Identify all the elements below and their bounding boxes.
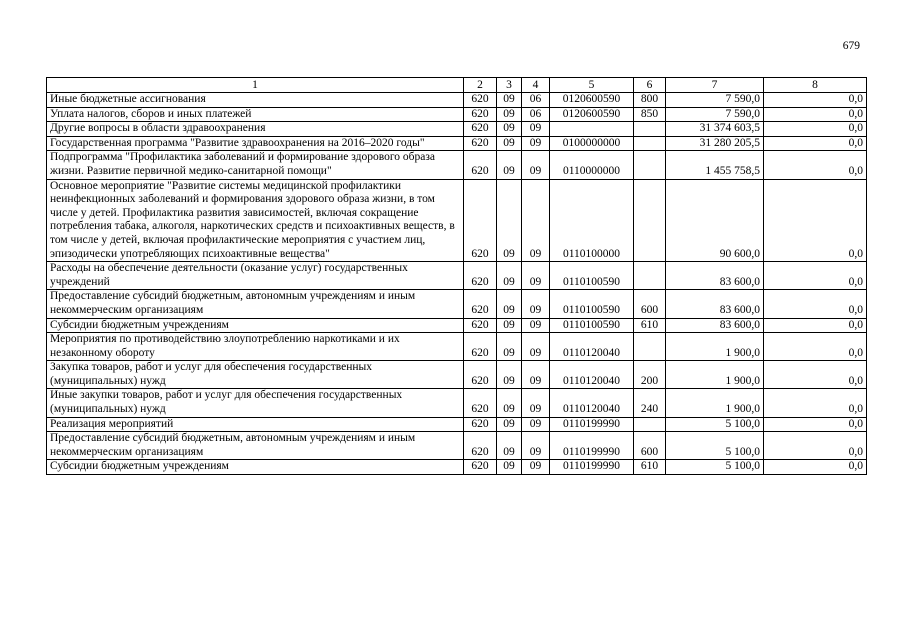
expense-type-cell [634, 122, 666, 137]
amount-cell-2: 0,0 [764, 179, 867, 262]
expense-type-cell: 610 [634, 318, 666, 333]
subsection-cell: 09 [522, 290, 550, 318]
expense-type-cell: 850 [634, 107, 666, 122]
amount-cell-2: 0,0 [764, 417, 867, 432]
page-number: 679 [842, 40, 860, 52]
budget-table [46, 77, 867, 475]
section-cell: 09 [497, 432, 522, 460]
target-article-cell: 0110100590 [550, 290, 634, 318]
section-cell: 09 [497, 122, 522, 137]
expense-type-cell: 600 [634, 290, 666, 318]
section-cell: 09 [497, 389, 522, 417]
header-cell-8: 8 [764, 78, 867, 93]
subsection-cell: 09 [522, 136, 550, 151]
table-row [47, 93, 867, 108]
table-row [47, 361, 867, 389]
amount-cell: 5 100,0 [666, 460, 764, 475]
target-article-cell: 0120600590 [550, 107, 634, 122]
subsection-cell: 09 [522, 432, 550, 460]
expense-type-cell [634, 262, 666, 290]
target-article-cell: 0110199990 [550, 417, 634, 432]
table-row [47, 389, 867, 417]
row-name-cell: Другие вопросы в области здравоохранения [47, 122, 464, 137]
expense-type-cell [634, 417, 666, 432]
amount-cell: 83 600,0 [666, 262, 764, 290]
row-name-cell: Субсидии бюджетным учреждениям [47, 460, 464, 475]
admin-code-cell: 620 [464, 460, 497, 475]
section-cell: 09 [497, 318, 522, 333]
table-row [47, 417, 867, 432]
section-cell: 09 [497, 136, 522, 151]
header-row [47, 78, 867, 93]
row-name-cell: Расходы на обеспечение деятельности (оказание услуг) государственных учреждений [47, 262, 464, 290]
amount-cell: 1 455 758,5 [666, 151, 764, 179]
subsection-cell: 09 [522, 460, 550, 475]
amount-cell: 31 374 603,5 [666, 122, 764, 137]
section-cell: 09 [497, 333, 522, 361]
subsection-cell: 09 [522, 262, 550, 290]
admin-code-cell: 620 [464, 136, 497, 151]
amount-cell: 83 600,0 [666, 318, 764, 333]
amount-cell: 31 280 205,5 [666, 136, 764, 151]
admin-code-cell: 620 [464, 389, 497, 417]
section-cell: 09 [497, 290, 522, 318]
target-article-cell: 0110100590 [550, 262, 634, 290]
row-name-cell: Субсидии бюджетным учреждениям [47, 318, 464, 333]
subsection-cell: 09 [522, 318, 550, 333]
amount-cell-2: 0,0 [764, 333, 867, 361]
row-name-cell: Уплата налогов, сборов и иных платежей [47, 107, 464, 122]
header-cell-4: 4 [522, 78, 550, 93]
table-row [47, 432, 867, 460]
row-name-cell: Иные закупки товаров, работ и услуг для обеспечения государственных (муниципальных) нужд [47, 389, 464, 417]
expense-type-cell [634, 179, 666, 262]
header-cell-6: 6 [634, 78, 666, 93]
section-cell: 09 [497, 417, 522, 432]
header-cell-5: 5 [550, 78, 634, 93]
row-name-cell: Государственная программа "Развитие здравоохранения на 2016–2020 годы" [47, 136, 464, 151]
target-article-cell: 0110199990 [550, 460, 634, 475]
section-cell: 09 [497, 107, 522, 122]
amount-cell-2: 0,0 [764, 432, 867, 460]
subsection-cell: 09 [522, 417, 550, 432]
expense-type-cell: 240 [634, 389, 666, 417]
row-name-cell: Иные бюджетные ассигнования [47, 93, 464, 108]
row-name-cell: Предоставление субсидий бюджетным, автономным учреждениям и иным некоммерческим организациям [47, 432, 464, 460]
row-name-cell: Основное мероприятие "Развитие системы медицинской профилактики неинфекционных заболеваний и формирования здорового образа жизни, в том числе у детей. Профилактика развития зависимостей, включая сокращение потребления табака, алкоголя, наркотических средств и психоактивных веществ, в том числе у детей, включая профилактические мероприятия с участием лиц, эпизодически употребляющих психоактивные вещества" [47, 179, 464, 262]
amount-cell: 5 100,0 [666, 417, 764, 432]
table-row [47, 290, 867, 318]
expense-type-cell: 800 [634, 93, 666, 108]
table-body [47, 93, 867, 475]
table-row [47, 122, 867, 137]
subsection-cell: 09 [522, 389, 550, 417]
table-row [47, 179, 867, 262]
target-article-cell: 0110100590 [550, 318, 634, 333]
amount-cell-2: 0,0 [764, 107, 867, 122]
amount-cell: 7 590,0 [666, 93, 764, 108]
admin-code-cell: 620 [464, 361, 497, 389]
subsection-cell: 09 [522, 333, 550, 361]
section-cell: 09 [497, 460, 522, 475]
admin-code-cell: 620 [464, 262, 497, 290]
target-article-cell: 0110120040 [550, 333, 634, 361]
row-name-cell: Предоставление субсидий бюджетным, автономным учреждениям и иным некоммерческим организациям [47, 290, 464, 318]
expense-type-cell: 200 [634, 361, 666, 389]
amount-cell-2: 0,0 [764, 318, 867, 333]
subsection-cell: 09 [522, 151, 550, 179]
amount-cell-2: 0,0 [764, 361, 867, 389]
amount-cell: 7 590,0 [666, 107, 764, 122]
section-cell: 09 [497, 151, 522, 179]
amount-cell-2: 0,0 [764, 136, 867, 151]
amount-cell-2: 0,0 [764, 262, 867, 290]
header-cell-3: 3 [497, 78, 522, 93]
subsection-cell: 09 [522, 361, 550, 389]
amount-cell-2: 0,0 [764, 151, 867, 179]
table-row [47, 318, 867, 333]
admin-code-cell: 620 [464, 333, 497, 361]
admin-code-cell: 620 [464, 122, 497, 137]
amount-cell: 1 900,0 [666, 361, 764, 389]
admin-code-cell: 620 [464, 417, 497, 432]
amount-cell: 1 900,0 [666, 389, 764, 417]
admin-code-cell: 620 [464, 432, 497, 460]
expense-type-cell [634, 136, 666, 151]
section-cell: 09 [497, 262, 522, 290]
subsection-cell: 09 [522, 179, 550, 262]
target-article-cell: 0110100000 [550, 179, 634, 262]
amount-cell-2: 0,0 [764, 290, 867, 318]
target-article-cell: 0120600590 [550, 93, 634, 108]
amount-cell: 1 900,0 [666, 333, 764, 361]
section-cell: 09 [497, 93, 522, 108]
amount-cell-2: 0,0 [764, 460, 867, 475]
target-article-cell: 0110000000 [550, 151, 634, 179]
admin-code-cell: 620 [464, 93, 497, 108]
target-article-cell: 0110120040 [550, 361, 634, 389]
amount-cell-2: 0,0 [764, 93, 867, 108]
target-article-cell: 0110199990 [550, 432, 634, 460]
header-cell-1: 1 [47, 78, 464, 93]
expense-type-cell [634, 151, 666, 179]
row-name-cell: Подпрограмма "Профилактика заболеваний и формирование здорового образа жизни. Развитие первичной медико-санитарной помощи" [47, 151, 464, 179]
section-cell: 09 [497, 361, 522, 389]
admin-code-cell: 620 [464, 179, 497, 262]
table-row [47, 333, 867, 361]
target-article-cell: 0110120040 [550, 389, 634, 417]
target-article-cell: 0100000000 [550, 136, 634, 151]
table-row [47, 151, 867, 179]
row-name-cell: Закупка товаров, работ и услуг для обеспечения государственных (муниципальных) нужд [47, 361, 464, 389]
table-row [47, 136, 867, 151]
admin-code-cell: 620 [464, 290, 497, 318]
expense-type-cell [634, 333, 666, 361]
header-cell-7: 7 [666, 78, 764, 93]
expense-type-cell: 610 [634, 460, 666, 475]
subsection-cell: 06 [522, 93, 550, 108]
row-name-cell: Мероприятия по противодействию злоупотреблению наркотиками и их незаконному обороту [47, 333, 464, 361]
subsection-cell: 09 [522, 122, 550, 137]
amount-cell: 90 600,0 [666, 179, 764, 262]
amount-cell: 83 600,0 [666, 290, 764, 318]
row-name-cell: Реализация мероприятий [47, 417, 464, 432]
admin-code-cell: 620 [464, 151, 497, 179]
expense-type-cell: 600 [634, 432, 666, 460]
amount-cell-2: 0,0 [764, 389, 867, 417]
subsection-cell: 06 [522, 107, 550, 122]
table-row [47, 107, 867, 122]
table-row [47, 262, 867, 290]
target-article-cell [550, 122, 634, 137]
table-row [47, 460, 867, 475]
admin-code-cell: 620 [464, 107, 497, 122]
amount-cell-2: 0,0 [764, 122, 867, 137]
header-cell-2: 2 [464, 78, 497, 93]
admin-code-cell: 620 [464, 318, 497, 333]
section-cell: 09 [497, 179, 522, 262]
amount-cell: 5 100,0 [666, 432, 764, 460]
